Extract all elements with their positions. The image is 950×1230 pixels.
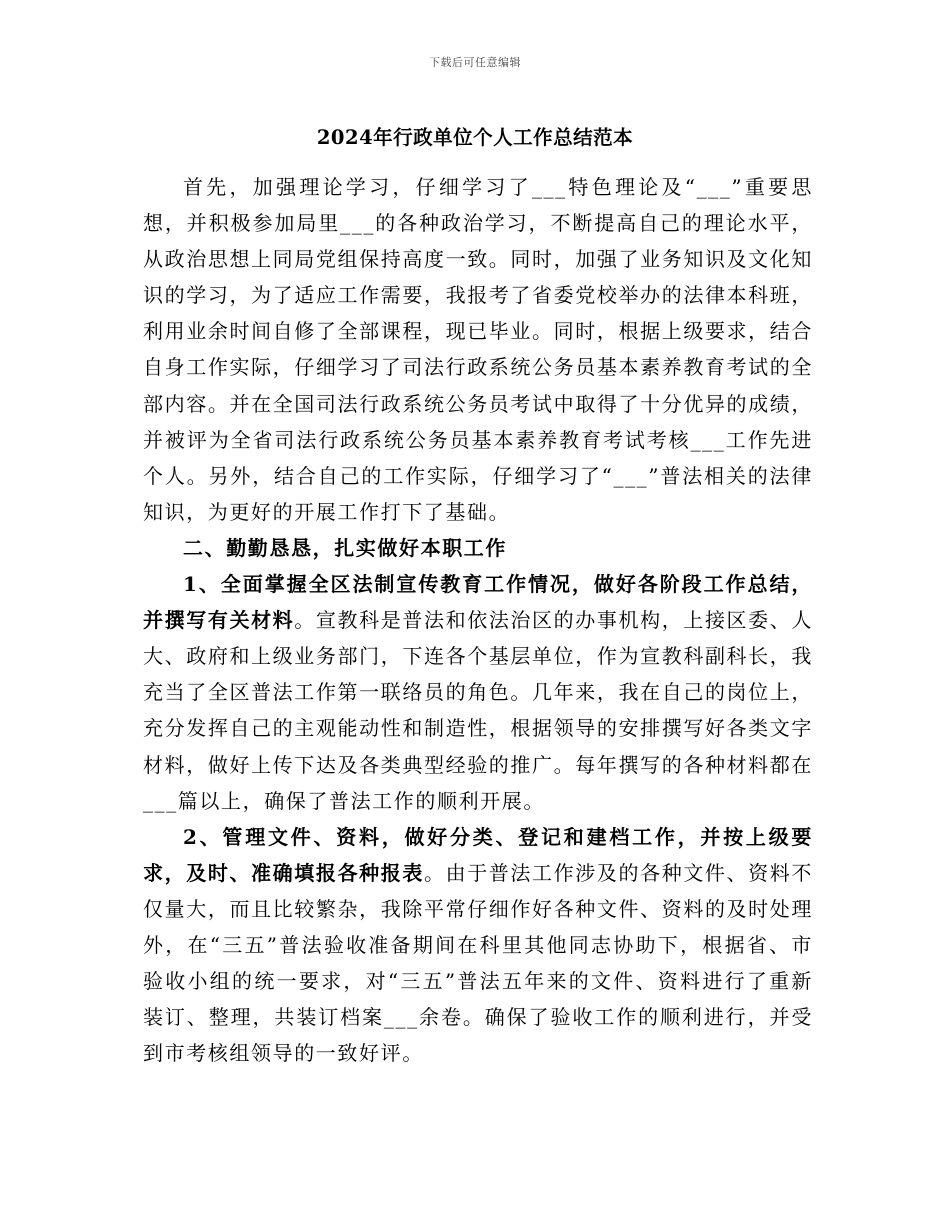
item-2-lead: 2、管理文件、资料，做好分类、登记和建档工作，并按上级要求，及时、准确填报各种报表: [143, 824, 813, 885]
item-1-lead: 1、全面掌握全区法制宣传教育工作情况，做好各阶段工作总结，并撰写有关材料: [143, 572, 813, 633]
paragraph-item-2: [143, 819, 813, 1072]
item-1-body: 。宣教科是普法和依法治区的办事机构，上接区委、人大、政府和上级业务部门，下连各个基层单位，作为宣教科副科长，我充当了全区普法工作第一联络员的角色。几年来，我在自己的岗位上，充分发挥自己的主观能动性和制造性，根据领导的安排撰写好各类文字材料，做好上传下达及各类典型经验的推广。每年撰写的各种材料都在___篇以上，确保了普法工作的顺利开展。: [143, 608, 813, 813]
header-note: 下载后可任意编辑: [429, 56, 521, 69]
paragraph-item-1: [143, 566, 813, 819]
document-body: [143, 169, 813, 1071]
section-heading-2: 二、勤勤恳恳，扎实做好本职工作: [183, 535, 507, 560]
document-title: 2024年行政单位个人工作总结范本: [316, 126, 634, 149]
paragraph-study: 首先，加强理论学习，仔细学习了___特色理论及“___”重要思想，并积极参加局里___的各种政治学习，不断提高自己的理论水平，从政治思想上同局党组保持高度一致。同时，加强了业务知识及文化知识的学习，为了适应工作需要，我报考了省委党校举办的法律本科班，利用业余时间自修了全部课程，现已毕业。同时，根据上级要求，结合自身工作实际，仔细学习了司法行政系统公务员基本素养教育考试的全部内容。并在全国司法行政系统公务员考试中取得了十分优异的成绩，并被评为全省司法行政系统公务员基本素养教育考试考核___工作先进个人。另外，结合自己的工作实际，仔细学习了“___”普法相关的法律知识，为更好的开展工作打下了基础。: [143, 175, 813, 524]
item-2-body: 。由于普法工作涉及的各种文件、资料不仅量大，而且比较繁杂，我除平常仔细作好各种文件、资料的及时处理外，在“三五”普法验收准备期间在科里其他同志协助下，根据省、市验收小组的统一要求，对“三五”普法五年来的文件、资料进行了重新装订、整理，共装订档案___余卷。确保了验收工作的顺利进行，并受到市考核组领导的一致好评。: [143, 860, 813, 1066]
